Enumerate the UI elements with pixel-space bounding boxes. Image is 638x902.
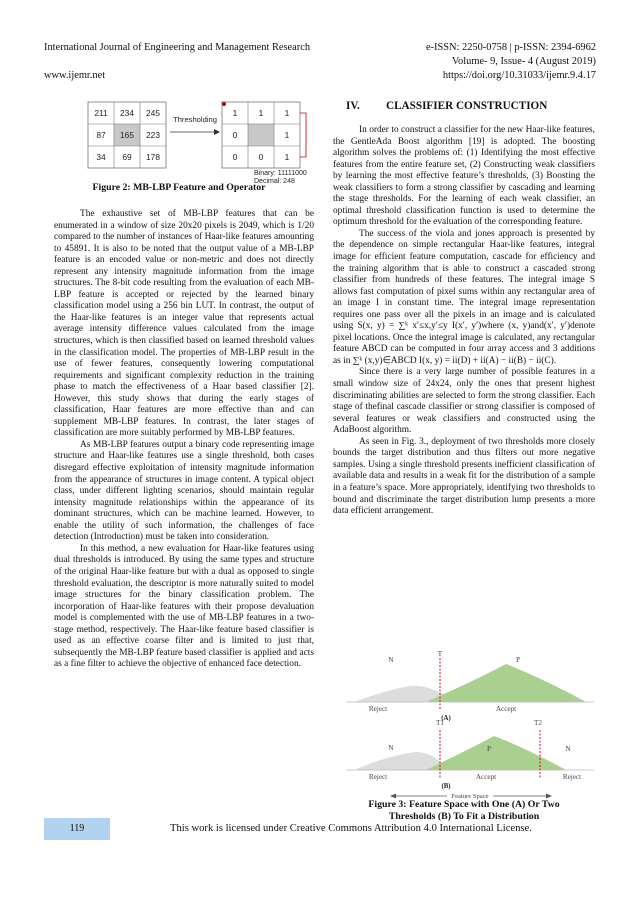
label-t1: T1 — [436, 719, 444, 727]
doi-link[interactable]: https://doi.org/10.31033/ijemr.9.4.17 — [442, 70, 596, 81]
arrow-left-icon — [390, 794, 396, 799]
label-reject: Reject — [368, 705, 388, 713]
paragraph: In this method, a new evaluation for Haar-like features using dual thresholds is introduced. By using the same types and structure of the original Haar-like feature but with a dual as opposed to single threshold evaluation, the descriptor is more naturally suited to model image structures for the binary classification problem. The incorporation of Haar-like features with their propose devaluation model is complemented with the use of MB-LBP features in a two-stage method, respectively. The Haar-like feature based classifier is used as an effective coarse filter and is limited to just that, subsequently the MB-LBP feature based classifier is applied and acts as a fine filter to achieve the objective of enhanced face detection. — [54, 543, 314, 670]
right-column — [333, 125, 595, 518]
binary-cell: 0 — [258, 152, 264, 162]
panel-b-label: (B) — [441, 783, 451, 790]
binary-cell: 1 — [284, 108, 290, 118]
binary-cell: 0 — [232, 152, 238, 162]
grid-cell: 34 — [96, 152, 106, 162]
decimal-value: Decimal: 248 — [254, 178, 295, 183]
section-number: IV. — [346, 100, 360, 112]
arrow-right-icon — [546, 794, 552, 799]
positive-distribution — [426, 664, 586, 702]
label-reject: Reject — [368, 773, 388, 781]
page-number: 119 — [44, 818, 110, 840]
section-title: CLASSIFIER CONSTRUCTION — [386, 100, 548, 112]
paragraph: As MB-LBP features output a binary code representing image structure and Haar-like features use a single threshold, both cases disregard effective exploitation of intensity magnitude information from the appearance of structures in image content. A typical object class, under different lighting scenarios, should maintain regular intensity magnitude relationships within the appearance of its dominant structures, which can be machine learned. However, to enable the utility of such information, the challenges of face detection (Introduction) must be taken into consideration. — [54, 439, 314, 543]
grid-cell: 245 — [146, 108, 160, 118]
footer — [0, 818, 638, 840]
binary-cell: 1 — [284, 152, 290, 162]
binary-cell: 1 — [232, 108, 238, 118]
paragraph: As seen in Fig. 3., deployment of two thresholds more closely bounds the target distribution and thus filters out more negative samples. Using a single threshold presents inefficient classification of available data and results in a weak fit for the distribution of a sample in a feature’s space. More appropriately, identifying two thresholds to bound and discriminate the target distribution lump presents a more data efficient arrangement. — [333, 436, 595, 517]
panel-a-label: (A) — [441, 715, 451, 722]
equation-rect-feature: ∑ᵏ (x,y)∈ABCD I(x, y) = ii(D) + ii(A) − ii(B) − ii(C). — [352, 355, 557, 366]
caption-line: Figure 3: Feature Space with One (A) Or Two — [368, 799, 560, 810]
label-accept: Accept — [495, 705, 517, 713]
paragraph: The success of the viola and jones approach is presented by the dependence on simple rectangular Haar-like features, integral image for efficient feature computation, cascade for efficiency and the training algorithm that is able to construct a cascaded strong classifier from hundreds of these features. The integral image S allows fast computation of pixel sums within any rectangular area of an image I in constant time. The integral image representation requires one pass over all the pixels in an image and is calculated using — [333, 228, 595, 332]
label-t2: T2 — [534, 719, 542, 727]
figure2-caption: Figure 2: MB-LBP Feature and Operator — [92, 182, 266, 193]
journal-website[interactable]: www.ijemr.net — [44, 70, 106, 81]
label-p: P — [487, 745, 491, 753]
issn: e-ISSN: 2250-0758 | p-ISSN: 2394-6962 — [425, 42, 596, 53]
thresholding-label: Thresholding — [173, 115, 217, 124]
arrow-icon — [214, 129, 220, 135]
binary-cell: 0 — [232, 130, 238, 140]
grid-cell: 234 — [120, 108, 134, 118]
label-n: N — [565, 745, 571, 753]
grid-cell-center: 165 — [120, 130, 134, 140]
label-n: N — [388, 744, 394, 752]
grid-cell: 69 — [122, 152, 132, 162]
equation-sum: ∑ᵏ x′≤x,y′≤y I(x′, y′)where — [398, 321, 505, 332]
label-p: P — [516, 656, 520, 664]
grid-cell: 211 — [94, 108, 108, 118]
license-text[interactable]: This work is licensed under Creative Commons Attribution 4.0 International License. — [170, 823, 532, 834]
label-reject: Reject — [562, 773, 582, 781]
grid-cell: 223 — [146, 130, 160, 140]
journal-title: International Journal of Engineering and Management Research — [44, 42, 311, 53]
grid-cell: 87 — [96, 130, 106, 140]
axis-label: Feature Space — [451, 793, 489, 800]
label-t: T — [437, 650, 443, 658]
paragraph: In order to construct a classifier for the new Haar-like features, the GentleAda Boost algorithm [19] is adopted. The boosting algorithm solves the problems of: (1) Identifying the most effective features from the entire feature set, (2) Constructing weak classifiers by learning the most effective feature’s thresholds, (3) Boosting the weak classifiers to form a strong classifier by cascading and learning the stage thresholds. For the learning of each weak classifier, an optimal threshold classification function is used to determine the optimum threshold for the evaluation of the corresponding feature. — [333, 125, 595, 228]
grid-cell: 178 — [146, 152, 160, 162]
binary-cell: 1 — [284, 130, 290, 140]
label-accept: Accept — [475, 773, 497, 781]
label-n: N — [388, 656, 394, 664]
equation-integral-image: S(x, y) = — [357, 321, 395, 332]
caption-line: Thresholds (B) To Fit a Distribution — [388, 811, 540, 822]
positive-distribution — [426, 736, 566, 770]
binary-cell: 1 — [258, 108, 264, 118]
paragraph: (x, y)and(x′, y′)denote pixel locations. Once the integral image is calculated, any rectangular feature ABCD can be computed in four array access and 3 additions as in — [333, 321, 595, 366]
paragraph: The exhaustive set of MB-LBP features that can be enumerated in a window of size 20x20 pixels is 2049, which is 1/20 compared to the number of instances of Haar-like features amounting to 45891. It is also to be noted that the output value of a MB-LBP feature is an encoded value or non-metric and does not directly represent any intensity magnitude information from the image structures. The 8-bit code resulting from the evaluation of each MB-LBP feature is accepted or rejected by the learned binary classification model using a 256 bin LUT. In contrast, the output of the Haar-like features is an integer value that represents actual average intensity difference values calculated from the image structures, which is then classified based on learned threshold values in the classification model. The properties of MB-LBP result in the use of fewer features, consequently lowering computational requirements and significant complexity reduction in the training phase to match the effectiveness of a Haar based classifier [2]. However, this study shows that during the early stages of classification, Haar features are more effective than and can supplement MB-LBP features. In contrast, the later stages of classification are more suitably performed by MB-LBP features. — [54, 209, 314, 439]
paragraph: Since there is a very large number of possible features in a small window size of 24x24, only the ones that present highest discriminating abilities are selected to form the strong classifier. Each stage of thefinal cascade classifier or strong classifier is composed of several features or weak classifiers and constructed using the AdaBoost algorithm. — [333, 367, 595, 436]
mb-lbp-figure — [44, 95, 314, 183]
feature-space-figure — [346, 650, 594, 800]
binary-value: Binary: 11111000 — [254, 170, 307, 177]
volume-issue: Volume- 9, Issue- 4 (August 2019) — [451, 56, 596, 67]
left-column — [54, 209, 314, 671]
